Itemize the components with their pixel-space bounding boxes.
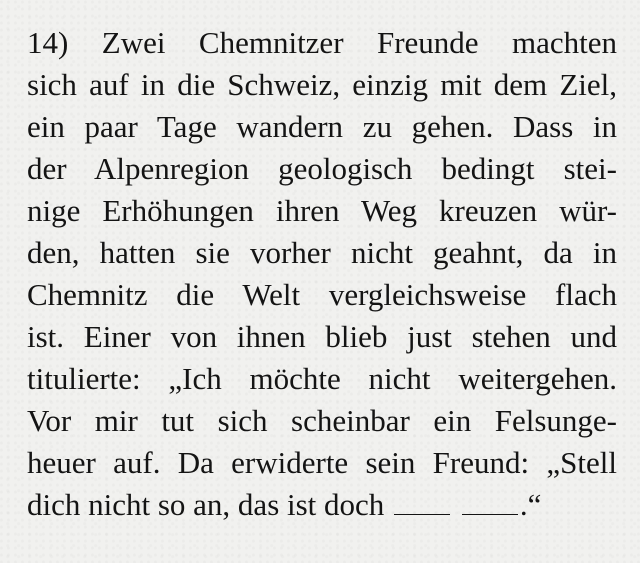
last-line-text: dich nicht so an, das ist doch (27, 487, 385, 522)
text-line: nige Erhöhungen ihren Weg kreuzen wür- (27, 193, 617, 228)
text-line: sich auf in die Schweiz, einzig mit dem Ziel, (27, 67, 617, 102)
text-line: heuer auf. Da erwiderte sein Freund: „Stell (27, 445, 617, 480)
puzzle-paragraph (27, 22, 617, 526)
text-line: den, hatten sie vorher nicht geahnt, da in (27, 235, 617, 270)
text-line: Vor mir tut sich scheinbar ein Felsunge- (27, 403, 617, 438)
text-line: 14) Zwei Chemnitzer Freunde machten (27, 25, 617, 60)
text-line-last (27, 484, 617, 526)
text-line: titulierte: „Ich möchte nicht weitergehen. (27, 361, 617, 396)
closing-quote: .“ (519, 487, 542, 522)
answer-blank-1 (394, 492, 450, 515)
text-line: ein paar Tage wandern zu gehen. Dass in (27, 109, 617, 144)
text-line: Chemnitz die Welt vergleichsweise flach (27, 277, 617, 312)
answer-blank-2 (462, 492, 518, 515)
text-line: der Alpenregion geologisch bedingt stei- (27, 151, 617, 186)
text-line: ist. Einer von ihnen blieb just stehen und (27, 319, 617, 354)
